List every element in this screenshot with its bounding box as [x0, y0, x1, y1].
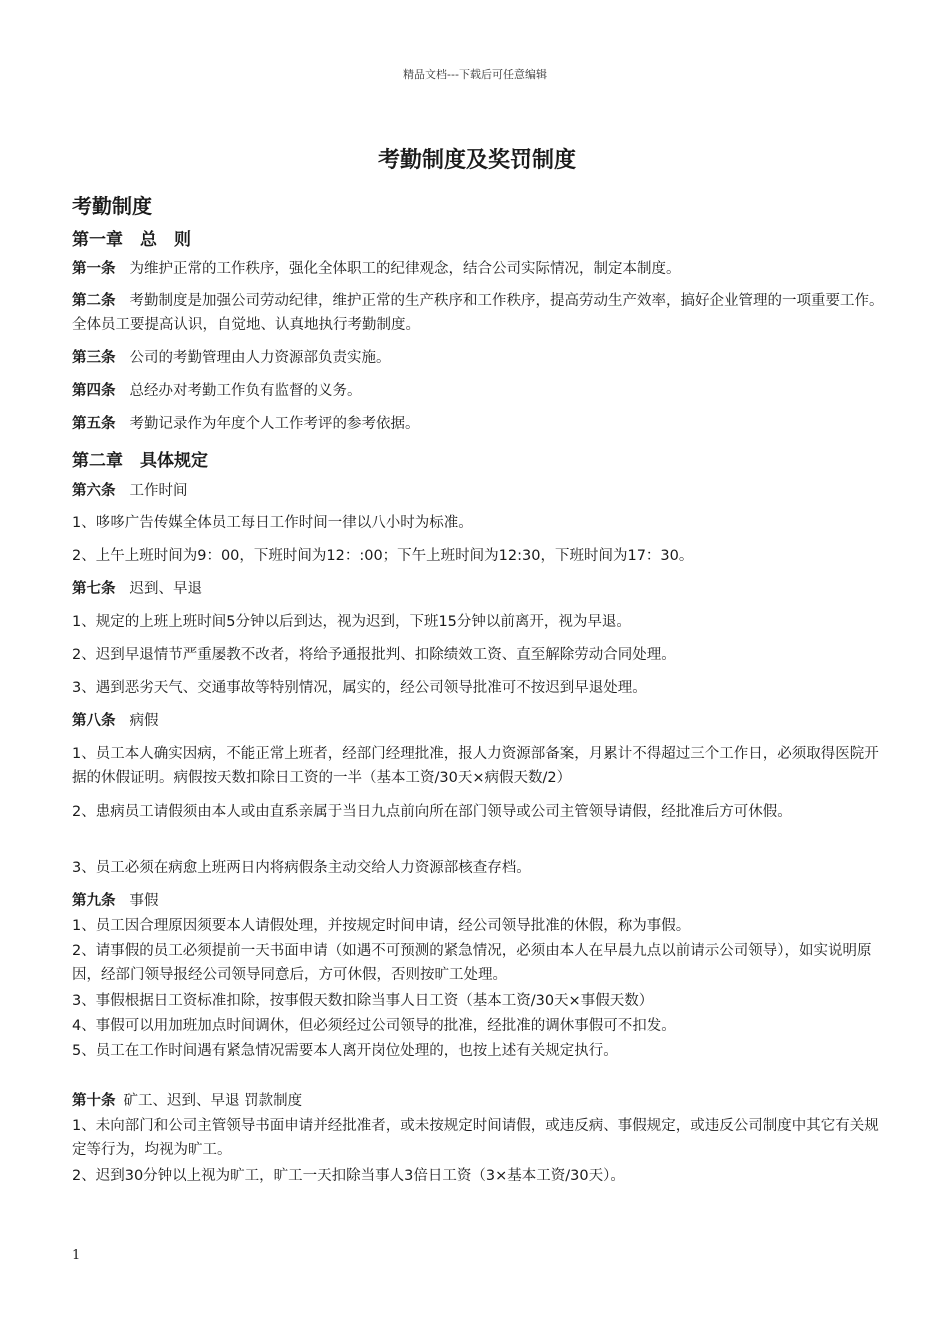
document-title: 考勤制度及奖罚制度 [377, 148, 576, 173]
article-7-item: 3、遇到恶劣天气、交通事故等特别情况，属实的，经公司领导批准可不按迟到早退处理。 [72, 680, 647, 696]
article-4: 第四条 总经办对考勤工作负有监督的义务。 [72, 383, 362, 399]
article-9-item: 2、请事假的员工必须提前一天书面申请（如遇不可预测的紧急情况，必须由本人在早晨九点以前请示公司领导），如实说明原因，经部门领导报经公司领导同意后，方可休假，否则按旷工处理。 [72, 943, 872, 983]
article-10-item: 2、迟到30分钟以上视为旷工，旷工一天扣除当事人3倍日工资（3×基本工资/30天）。 [72, 1168, 625, 1184]
article-10: 第十条 矿工、迟到、早退 罚款制度 [72, 1093, 303, 1109]
chapter-2-label: 第二章 [72, 451, 123, 471]
article-7-item: 2、迟到早退情节严重屡教不改者，将给予通报批判、扣除绩效工资、直至解除劳动合同处理。 [72, 647, 676, 663]
article-2: 第二条 考勤制度是加强公司劳动纪律，维护正常的生产秩序和工作秩序，提高劳动生产效率，搞好企业管理的一项重要工作。全体员工要提高认识，自觉地、认真地执行考勤制度。 [72, 293, 884, 333]
chapter-2-heading [72, 446, 208, 471]
article-3: 第三条 公司的考勤管理由人力资源部负责实施。 [72, 350, 391, 366]
article-6-item: 1、哆哆广告传媒全体员工每日工作时间一律以八小时为标准。 [72, 515, 473, 531]
article-5: 第五条 考勤记录作为年度个人工作考评的参考依据。 [72, 416, 420, 432]
article-9: 第九条 事假 [72, 893, 159, 909]
article-9-item: 5、员工在工作时间遇有紧急情况需要本人离开岗位处理的，也按上述有关规定执行。 [72, 1043, 618, 1059]
page-header: 精品文档---下载后可任意编辑 [403, 68, 547, 81]
article-8-item: 3、员工必须在病愈上班两日内将病假条主动交给人力资源部核查存档。 [72, 860, 531, 876]
page-number: 1 [72, 1248, 81, 1263]
chapter-1-heading [72, 225, 191, 250]
article-1: 第一条 为维护正常的工作秩序，强化全体职工的纪律观念，结合公司实际情况，制定本制度。 [72, 261, 681, 277]
section-heading: 考勤制度 [72, 194, 152, 218]
chapter-1-label: 第一章 [72, 230, 123, 250]
article-9-item: 1、员工因合理原因须要本人请假处理，并按规定时间申请，经公司领导批准的休假，称为事假。 [72, 918, 691, 934]
article-7: 第七条 迟到、早退 [72, 581, 202, 597]
article-6: 第六条 工作时间 [72, 483, 188, 499]
article-8: 第八条 病假 [72, 713, 159, 729]
chapter-1-name: 总 则 [140, 230, 191, 250]
article-10-item: 1、未向部门和公司主管领导书面申请并经批准者，或未按规定时间请假，或违反病、事假规定，或违反公司制度中其它有关规定等行为，均视为旷工。 [72, 1118, 879, 1158]
article-8-item: 2、患病员工请假须由本人或由直系亲属于当日九点前向所在部门领导或公司主管领导请假，经批准后方可休假。 [72, 804, 792, 820]
article-6-item: 2、上午上班时间为9：00，下班时间为12：:00；下午上班时间为12:30，下班时间为17：30。 [72, 548, 694, 564]
article-9-item: 4、事假可以用加班加点时间调休，但必须经过公司领导的批准，经批准的调休事假可不扣发。 [72, 1018, 676, 1034]
article-8-item: 1、员工本人确实因病，不能正常上班者，经部门经理批准，报人力资源部备案，月累计不得超过三个工作日，必须取得医院开据的休假证明。病假按天数扣除日工资的一半（基本工资/30天×病假天数/2） [72, 746, 879, 786]
article-9-item: 3、事假根据日工资标准扣除，按事假天数扣除当事人日工资（基本工资/30天×事假天数） [72, 993, 654, 1009]
article-7-item: 1、规定的上班上班时间5分钟以后到达，视为迟到，下班15分钟以前离开，视为早退。 [72, 614, 631, 630]
chapter-2-name: 具体规定 [140, 451, 208, 471]
